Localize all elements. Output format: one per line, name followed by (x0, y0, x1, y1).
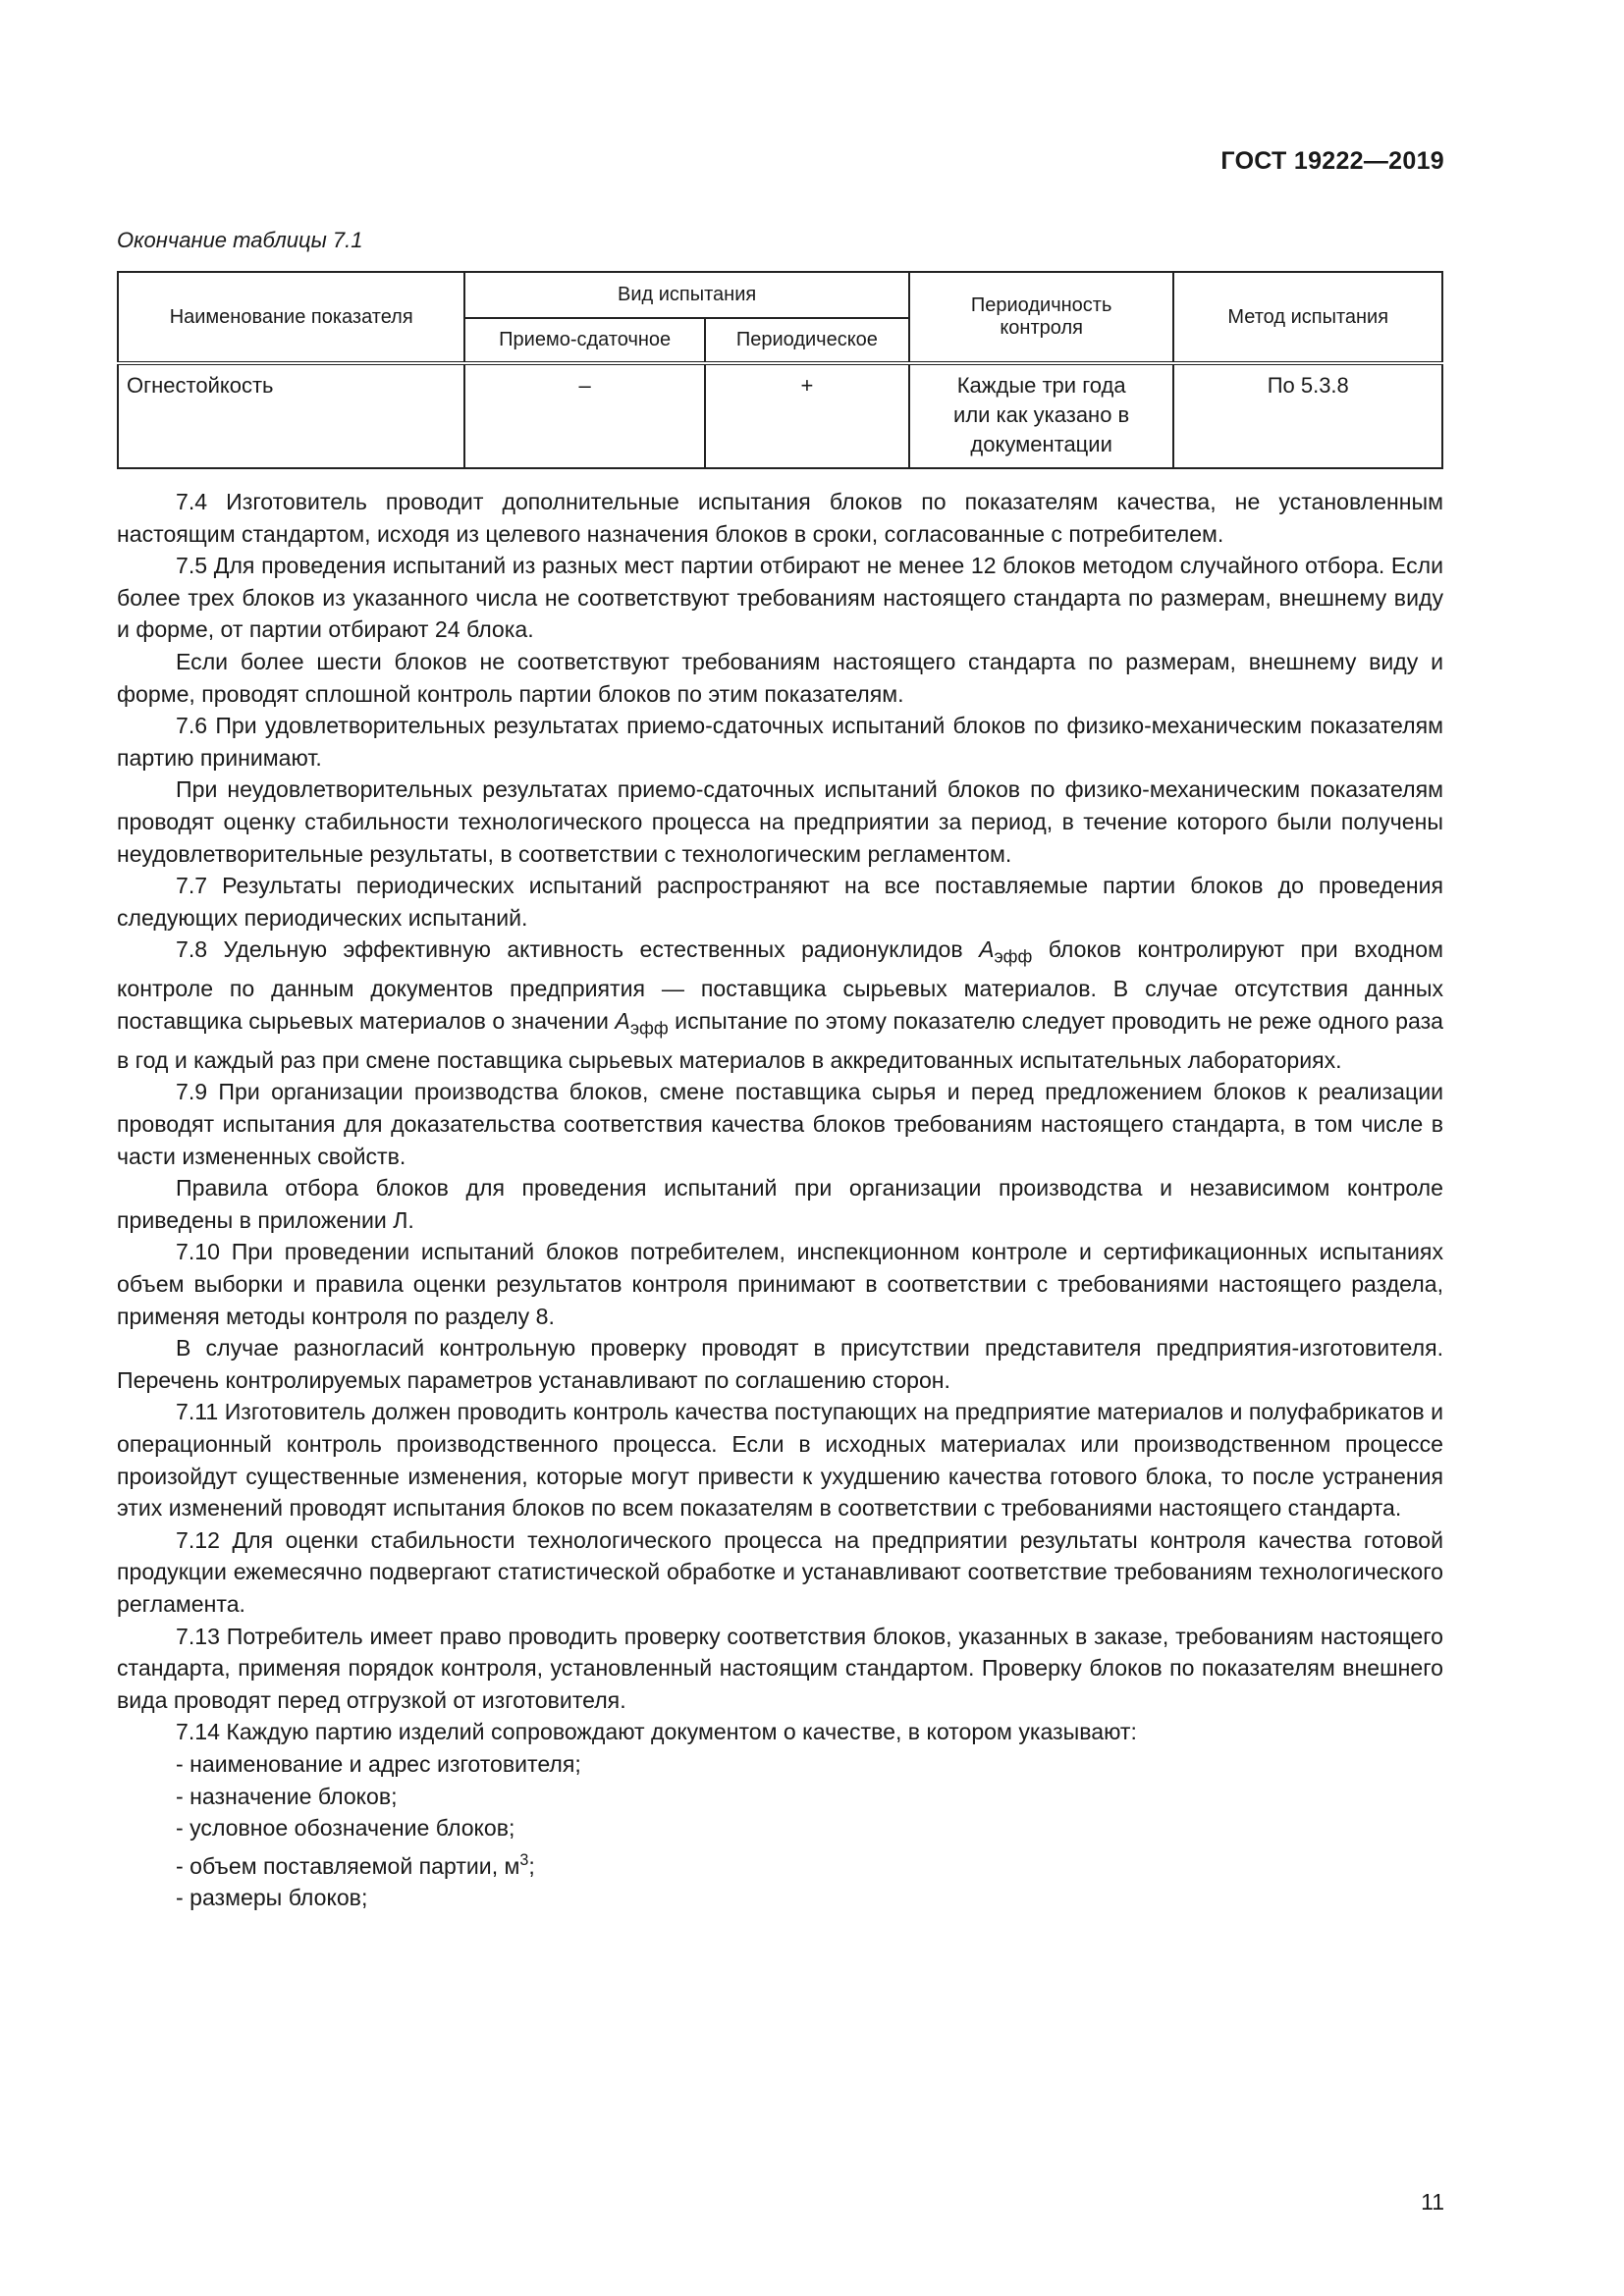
paragraph-7-6: 7.6 При удовлетворительных результатах приемо-сдаточных испытаний блоков по физико-механическим показателям партию принимают. (117, 713, 1443, 771)
list-item: - наименование и адрес изготовителя; (176, 1750, 581, 1777)
list-item: - назначение блоков; (176, 1783, 398, 1809)
header-acceptance: Приемо-сдаточное (464, 318, 705, 363)
paragraph-7-5: 7.5 Для проведения испытаний из разных мест партии отбирают не менее 12 блоков методом случайного отбора. Если более трех блоков из указанного числа не соответствуют требованиям настоящего стандарта по размерам, внешнему виду и форме, от партии отбирают 24 блока. (117, 553, 1443, 643)
paragraph-7-9: 7.9 При организации производства блоков, смене поставщика сырья и перед предложением блоков к реализации проводят испытания для доказательства соответствия качества блоков требованиям настоящего стандарта, в том числе в части измененных свойств. (117, 1079, 1443, 1169)
paragraph-7-6-cont: При неудовлетворительных результатах приемо-сдаточных испытаний блоков по физико-механическим показателям проводят оценку стабильности технологического процесса на предприятии за период, в течение которого были получены неудовлетворительные результаты, в соответствии с технологическим регламентом. (117, 776, 1443, 867)
page-number: 11 (1421, 2189, 1444, 2215)
spec-table (117, 271, 1443, 469)
cell-acceptance: – (464, 363, 705, 468)
paragraph-7-10: 7.10 При проведении испытаний блоков потребителем, инспекционном контроле и сертификационных испытаниях объем выборки и правила оценки результатов контроля принимают в соответствии с требованиями настоящего раздела, применяя методы контроля по разделу 8. (117, 1239, 1443, 1329)
body-text (117, 486, 1443, 1914)
paragraph-7-8-part1: 7.8 Удельную эффективную активность естественных радионуклидов (176, 936, 980, 963)
cell-periodic: + (705, 363, 909, 468)
cubic-superscript: 3 (519, 1850, 529, 1869)
table-caption: Окончание таблицы 7.1 (117, 228, 363, 252)
table-row (118, 363, 1442, 468)
cell-periodicity-line: или как указано в (953, 402, 1130, 427)
paragraph-7-10-cont: В случае разногласий контрольную проверку проводят в присутствии представителя предприятия-изготовителя. Перечень контролируемых параметров устанавливают по соглашению сторон. (117, 1335, 1443, 1393)
cell-indicator: Огнестойкость (118, 363, 464, 468)
cell-periodicity (909, 363, 1174, 468)
paragraph-7-12: 7.12 Для оценки стабильности технологического процесса на предприятии результаты контроля качества готовой продукции ежемесячно подвергают статистической обработке и устанавливают соответствие требованиям технологического регламента. (117, 1526, 1443, 1617)
paragraph-7-7: 7.7 Результаты периодических испытаний распространяют на все поставляемые партии блоков до проведения следующих периодических испытаний. (117, 873, 1443, 931)
cell-periodicity-line: документации (970, 432, 1112, 456)
paragraph-7-14: 7.14 Каждую партию изделий сопровождают документом о качестве, в котором указывают: (176, 1719, 1137, 1745)
list-item (117, 1844, 1443, 1882)
activity-symbol: A (979, 936, 995, 963)
paragraph-7-8 (117, 934, 1443, 1076)
header-method: Метод испытания (1173, 272, 1442, 363)
activity-subscript: эфф (994, 946, 1033, 967)
cell-method: По 5.3.8 (1173, 363, 1442, 468)
paragraph-7-9-cont: Правила отбора блоков для проведения испытаний при организации производства и независимом контроле приведены в приложении Л. (117, 1175, 1443, 1233)
page-header: ГОСТ 19222—2019 (1220, 147, 1444, 175)
activity-subscript: эфф (629, 1018, 669, 1039)
paragraph-7-11: 7.11 Изготовитель должен проводить контроль качества поступающих на предприятие материалов и полуфабрикатов и операционный контроль производственного процесса. Если в исходных материалах или производственном процессе произойдут существенные изменения, которые могут привести к ухудшению качества готового блока, то после устранения этих изменений проводят испытания блоков по всем показателям в соответствии с требованиями настоящего стандарта. (117, 1399, 1443, 1522)
paragraph-7-13: 7.13 Потребитель имеет право проводить проверку соответствия блоков, указанных в заказе, требованиям настоящего стандарта, применяя порядок контроля, установленный настоящим стандартом. Проверку блоков по показателям внешнего вида проводят перед отгрузкой от изготовителя. (117, 1623, 1443, 1713)
paragraph-7-8-part2: блоков контролируют при входном контроле по данным документов предприятия — поставщика сырьевых материалов. В случае отсутствия данных поставщика сырьевых материалов о значении (117, 936, 1443, 1034)
activity-symbol: A (615, 1007, 630, 1034)
header-periodic: Периодическое (705, 318, 909, 363)
list-item: - размеры блоков; (176, 1885, 368, 1911)
cell-periodicity-line: Каждые три года (956, 373, 1126, 398)
paragraph-7-8-part3: испытание по этому показателю следует проводить не реже одного раза в год и каждый раз при смене поставщика сырьевых материалов в аккредитованных испытательных лабораториях. (117, 1007, 1443, 1073)
header-periodicity-line1: Периодичность (970, 294, 1112, 316)
list-item: - условное обозначение блоков; (176, 1815, 515, 1842)
paragraph-7-5-cont: Если более шести блоков не соответствуют требованиям настоящего стандарта по размерам, внешнему виду и форме, проводят сплошной контроль партии блоков по этим показателям. (117, 648, 1443, 707)
header-test-type: Вид испытания (464, 272, 908, 318)
list-item-text: - объем поставляемой партии, м (176, 1852, 520, 1879)
header-periodicity (909, 272, 1174, 363)
list-item-end: ; (528, 1852, 535, 1879)
header-indicator: Наименование показателя (118, 272, 464, 363)
header-periodicity-line2: контроля (1000, 317, 1083, 339)
paragraph-7-4: 7.4 Изготовитель проводит дополнительные испытания блоков по показателям качества, не установленным настоящим стандартом, исходя из целевого назначения блоков в сроки, согласованные с потребителем. (117, 489, 1443, 547)
